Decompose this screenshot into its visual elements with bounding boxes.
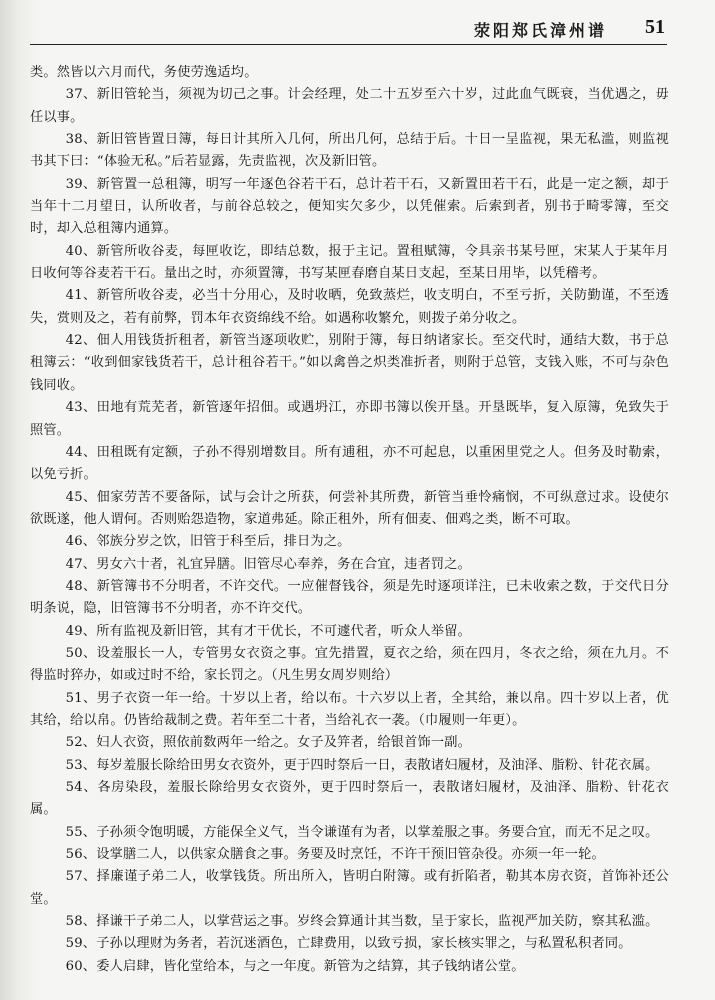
page-number: 51 [645,16,665,38]
paragraph: 50、设羞服长一人，专管男女衣资之事。宜先措置，夏衣之给，须在四月，冬衣之给，须在九月。不得监时猝办，如或过时不给，家长罚之。（凡生男女周岁则给） [30,645,669,684]
paragraph: 53、每岁羞服长除给田男女衣资外，更于四时祭后一日，表散诸妇履材，及油泽、脂粉、针花衣属。 [65,757,659,773]
paragraph: 48、新管簿书不分明者，不许交代。一应催督钱谷，须是先时逐项详注，已未收索之数，于交代日分明条说，隐，旧管簿书不分明者，亦不许交代。 [30,578,669,617]
paragraph: 38、新旧管皆置日簿，每日计其所入几何，所出几何，总结于后。十日一呈监视，果无私滥，则监视书其下曰：“体验无私。”后若显露，先责监视，次及新旧管。 [30,132,669,170]
paragraph: 52、妇人衣资，照依前数两年一给之。女子及笄者，给银首饰一副。 [65,735,472,751]
paragraph: 56、设掌膳二人，以供家众膳食之事。务要及时烹饪，不许干预旧管杂役。亦须一年一轮。 [65,847,605,863]
paragraph: 59、子孙以理财为务者，若沉迷酒色，亡肆费用，以致亏损，家长核实罪之，与私置私积者同。 [65,936,632,952]
paragraph: 57、择廉谨子弟二人，收掌钱货。所出所入，皆明白附簿。或有折陷者，勒其本房衣资，首饰补还公堂。 [30,869,669,907]
page-header [30,18,667,45]
paragraph: 37、新旧管轮当，须视为切己之事。计会经理，处二十五岁至六十岁，过此血气既衰，当优遇之，毋任以事。 [30,87,669,125]
paragraph: 49、所有监视及新旧管，其有才干优长，不可遽代者，听众人举留。 [65,623,472,639]
paragraph: 45、佃家劳苦不要备际，试与会计之所获，何尝补其所费，新管当垂怜痛悯，不可纵意过求。设使尔欲既遂，他人谓何。否则贻怨造物，家道弗延。除正租外，所有佃麦、佃鸡之类，断不可取。 [30,489,669,527]
document-body [30,62,669,978]
paragraph: 60、委人启肆，皆化堂给本，与之一年度。新管为之结算，其子钱纳诸公堂。 [65,958,525,974]
paragraph: 类。然皆以六月而代，务使劳逸适均。 [30,65,258,80]
paragraph: 39、新管置一总租簿，明写一年逐色谷若干石，总计若干石，又新置田若干石，此是一定之额，却于当年十二月望日，认所收者，与前谷总较之，便知实欠多少，以凭催索。后索到者，别书于畸零簿，至交时，却入总租簿内通算。 [30,176,669,237]
paragraph: 44、田租既有定额，子孙不得别增数目。所有逋租，亦不可起息，以重困里党之人。但务及时勒索，以免亏折。 [30,444,669,483]
paragraph: 55、子孙须令饱明暖，方能保全义气，当令谦谨有为者，以掌羞服之事。务要合宜，而无不足之叹。 [65,824,659,840]
paragraph: 47、男女六十者，礼宜异膳。旧管尽心奉养，务在合宜，违者罚之。 [65,556,472,572]
paragraph: 54、各房染段，羞服长除给男女衣资外，更于四时祭后一，表散诸妇履材，及油泽、脂粉、针花衣属。 [30,780,669,818]
paragraph: 46、邻族分岁之饮，旧管于科至后，排日为之。 [65,534,351,550]
paragraph: 42、佃人用钱货折租者，新管当逐项收贮，别附于簿，每日纳诸家长。至交代时，通结大数，书于总租簿云：“收到佃家钱货若干，总计租谷若干。”如以禽兽之炽类准折者，则附于总管，支钱入账，不可与杂色钱同收。 [30,333,669,393]
paragraph: 40、新管所收谷麦，每匣收讫，即结总数，报于主记。置租赋簿，令具亲书某号匣，宋某人于某年月日收何等谷麦若干石。量出之时，亦须置簿，书写某匣春磨自某日支起，至某日用毕，以凭稽考。 [30,243,669,282]
paragraph: 58、择谦干子弟二人，以掌营运之事。岁终会算通计其当数，呈于家长，监视严加关防，察其私滥。 [65,914,659,930]
paragraph: 41、新管所收谷麦，必当十分用心，及时收晒，免致蒸烂，收支明白，不至亏折，关防勤谨，不至透失，赏则及之，若有前弊，罚本年衣资绵线不给。如遇称收繁允，则拨子弟分收之。 [30,288,669,326]
paragraph: 51、男子衣资一年一给。十岁以上者，给以布。十六岁以上者，全其给，兼以帛。四十岁以上者，优其给，给以帛。仍皆给裁制之费。若年至二十者，当给礼衣一袭。（巾履则一年更）。 [30,690,669,728]
paragraph: 43、田地有荒芜者，新管逐年招佃。或遇坍江，亦即书簿以俟开垦。开垦既毕，复入原簿，免致失于照管。 [30,400,669,438]
header-title: 荥阳郑氏漳州谱 [473,21,607,40]
